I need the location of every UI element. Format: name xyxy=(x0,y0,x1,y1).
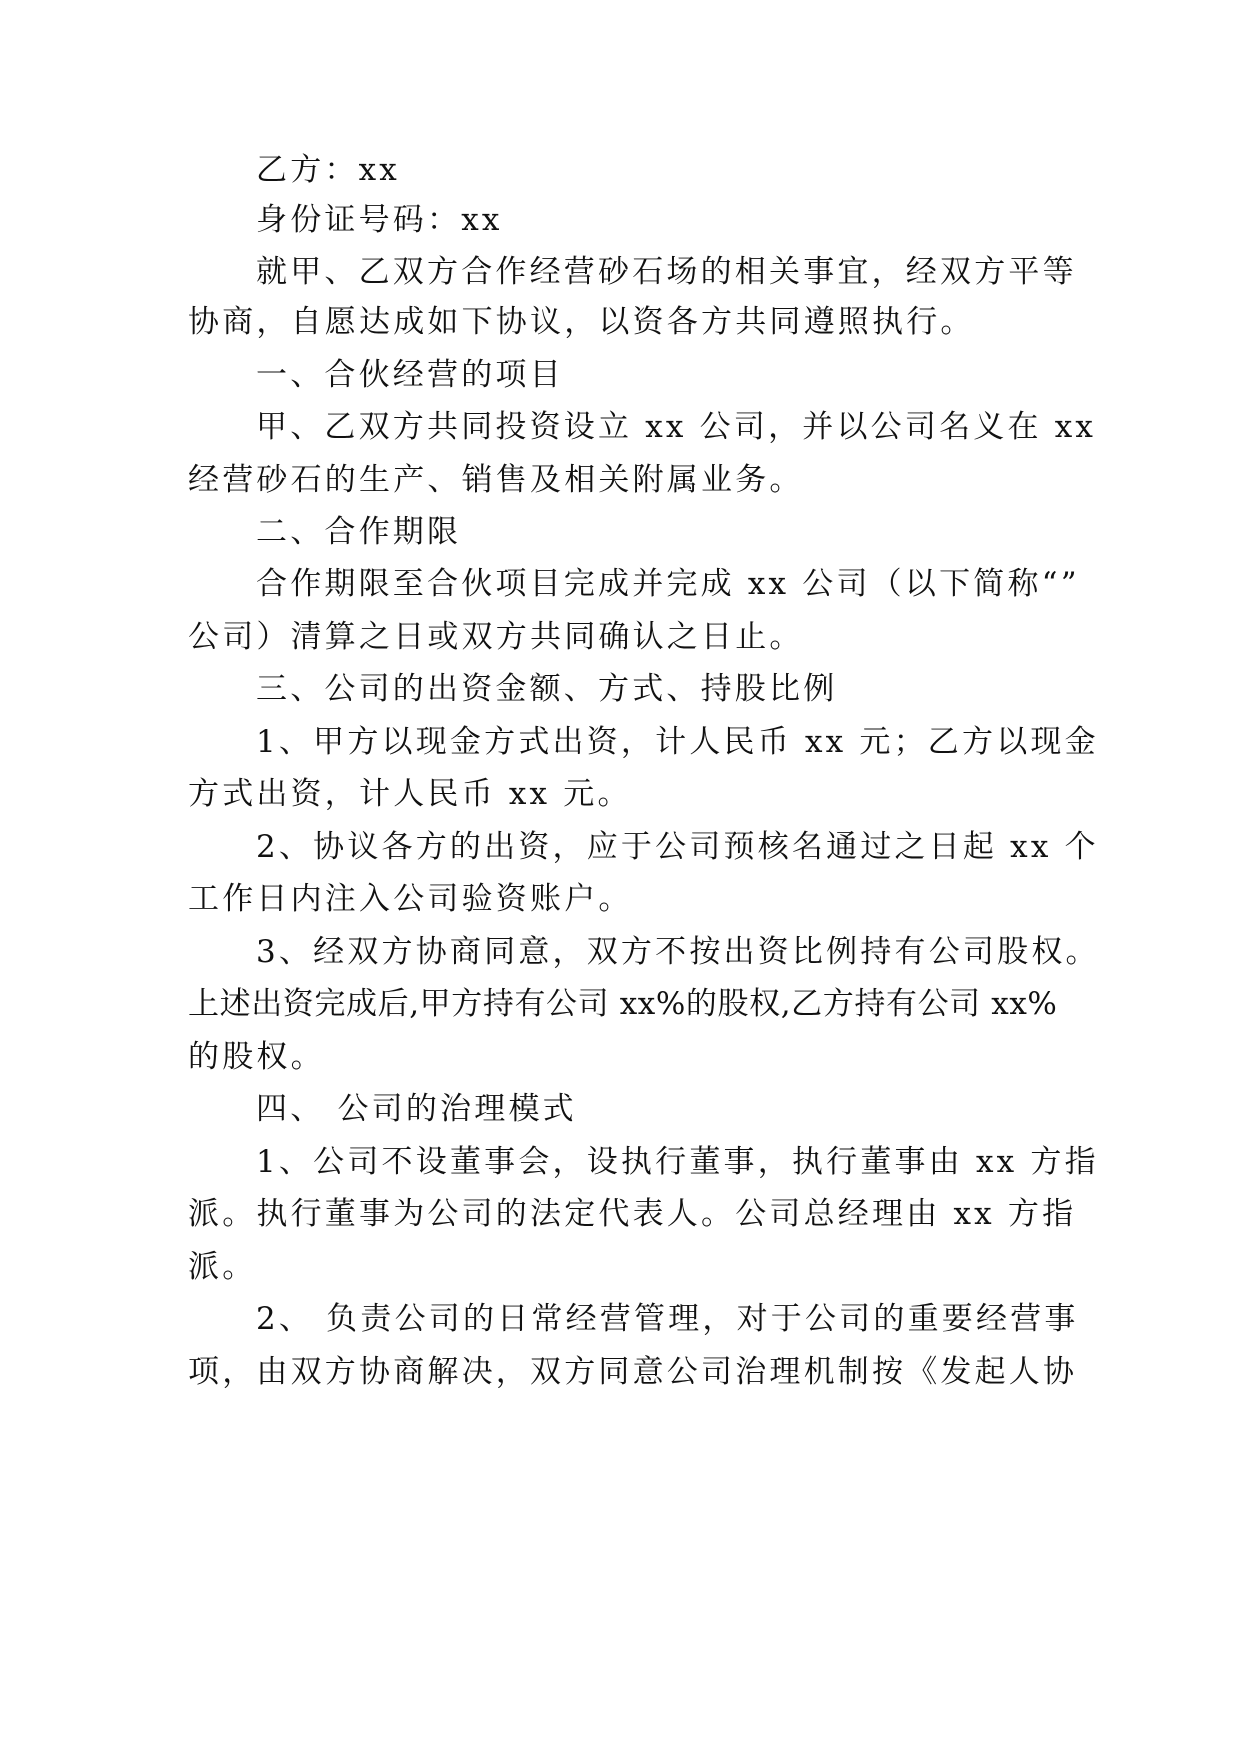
section-1-line-1: 甲、乙双方共同投资设立 xx 公司，并以公司名义在 xx xyxy=(256,409,1097,445)
section-4-item-1-line-1: 1、公司不设董事会，设执行董事，执行董事由 xx 方指 xyxy=(256,1144,1099,1180)
section-4-item-2-line-2: 项，由双方协商解决，双方同意公司治理机制按《发起人协 xyxy=(188,1354,1078,1390)
paragraph-intro-line-2: 协商，自愿达成如下协议，以资各方共同遵照执行。 xyxy=(188,304,975,340)
section-4-item-1-line-2: 派。执行董事为公司的法定代表人。公司总经理由 xx 方指 xyxy=(188,1196,1077,1232)
party-b-line: 乙方：xx xyxy=(256,152,400,188)
section-1-line-2: 经营砂石的生产、销售及相关附属业务。 xyxy=(188,462,804,498)
section-heading-1: 一、合伙经营的项目 xyxy=(256,357,564,393)
id-number-line: 身份证号码：xx xyxy=(256,202,503,238)
section-3-item-3-line-1: 3、经双方协商同意，双方不按出资比例持有公司股权。 xyxy=(256,934,1100,970)
paragraph-intro-line-1: 就甲、乙双方合作经营砂石场的相关事宜，经双方平等 xyxy=(256,254,1077,290)
section-4-item-2-line-1: 2、 负责公司的日常经营管理，对于公司的重要经营事 xyxy=(256,1301,1079,1337)
section-heading-4: 四、 公司的治理模式 xyxy=(256,1091,577,1127)
section-2-line-2: 公司）清算之日或双方共同确认之日止。 xyxy=(188,619,804,655)
section-3-item-2-line-2: 工作日内注入公司验资账户。 xyxy=(188,881,633,917)
section-2-line-1: 合作期限至合伙项目完成并完成 xx 公司（以下简称“” xyxy=(256,566,1080,602)
section-4-item-1-line-3: 派。 xyxy=(188,1249,257,1285)
section-3-item-1-line-1: 1、甲方以现金方式出资，计人民币 xx 元；乙方以现金 xyxy=(256,724,1099,760)
section-heading-3: 三、公司的出资金额、方式、持股比例 xyxy=(256,671,838,707)
section-heading-2: 二、合作期限 xyxy=(256,514,462,550)
section-3-item-2-line-1: 2、协议各方的出资，应于公司预核名通过之日起 xx 个 xyxy=(256,829,1099,865)
section-3-item-1-line-2: 方式出资，计人民币 xx 元。 xyxy=(188,776,632,812)
section-3-item-3-line-3: 的股权。 xyxy=(188,1039,325,1075)
section-3-item-3-line-2: 上述出资完成后,甲方持有公司 xx%的股权,乙方持有公司 xx% xyxy=(188,986,1058,1022)
